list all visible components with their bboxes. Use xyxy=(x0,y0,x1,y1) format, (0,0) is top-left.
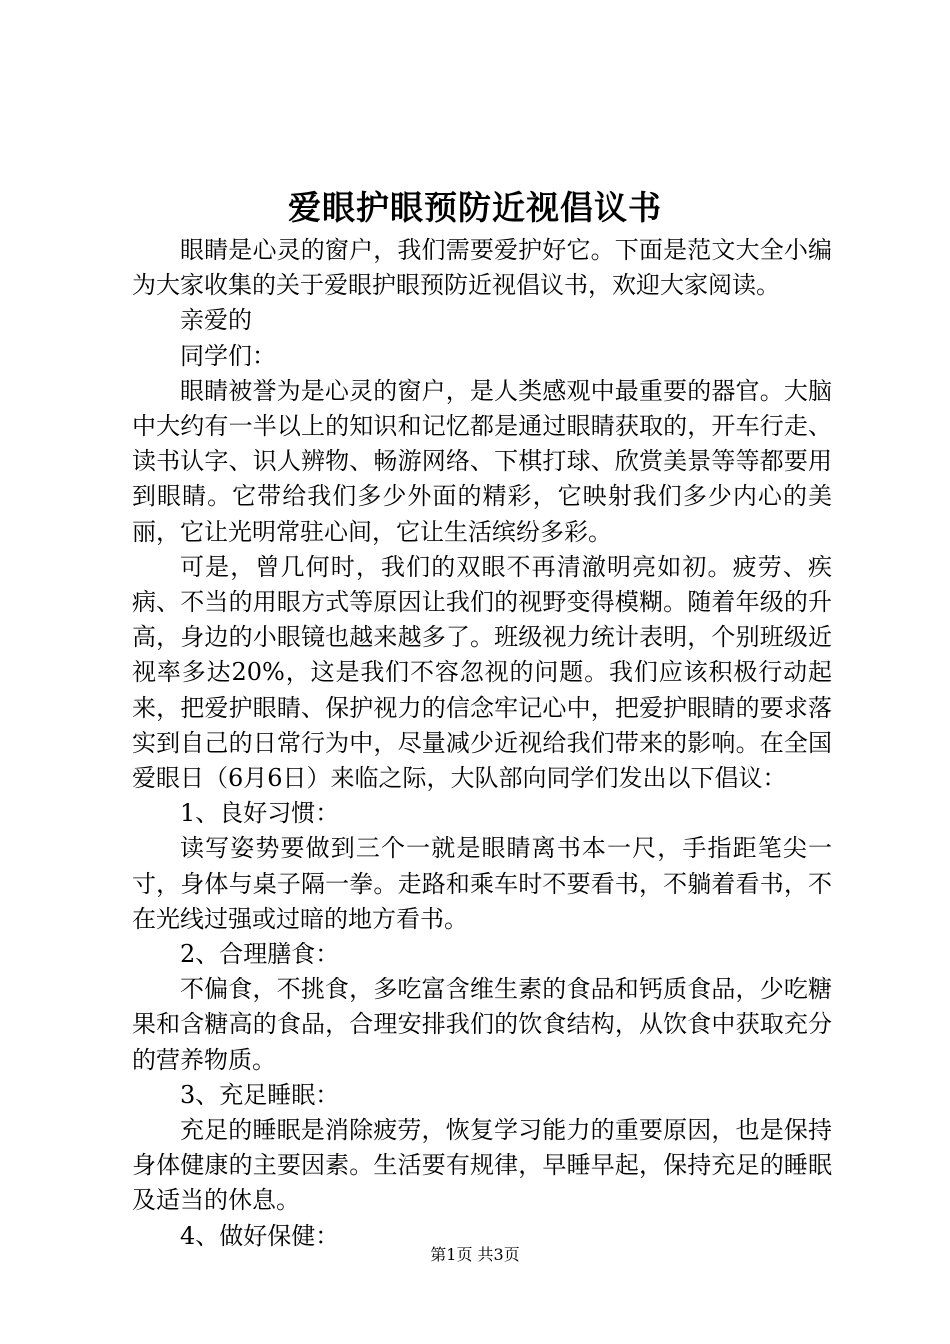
paragraph-sleep: 充足的睡眠是消除疲劳，恢复学习能力的重要原因，也是保持身体健康的主要因素。生活要有规律，早睡早起，保持充足的睡眠及适当的休息。 xyxy=(132,1116,832,1215)
paragraph-myopia-issue: 可是，曾几何时，我们的双眼不再清澈明亮如初。疲劳、疾病、不当的用眼方式等原因让我们的视野变得模糊。随着年级的升高，身边的小眼镜也越来越多了。班级视力统计表明，个别班级近视率多达20%，这是我们不容忽视的问题。我们应该积极行动起来，把爱护眼睛、保护视力的信念牢记心中，把爱护眼睛的要求落实到自己的日常行为中，尽量减少近视给我们带来的影响。在全国爱眼日（6月6日）来临之际，大队部向同学们发出以下倡议： xyxy=(132,552,832,793)
heading-diet: 2、合理膳食： xyxy=(180,940,340,969)
paragraph-good-habits: 读写姿势要做到三个一就是眼睛离书本一尺，手指距笔尖一寸，身体与桌子隔一拳。走路和乘车时不要看书，不躺着看书，不在光线过强或过暗的地方看书。 xyxy=(132,834,832,933)
document-body xyxy=(132,233,832,1254)
paragraph-salutation-2: 同学们： xyxy=(180,341,276,370)
heading-health-care: 4、做好保健： xyxy=(180,1221,340,1250)
document-title: 爱眼护眼预防近视倡议书 xyxy=(288,188,662,227)
heading-sleep: 3、充足睡眠： xyxy=(180,1080,340,1109)
paragraph-intro: 眼睛是心灵的窗户，我们需要爱护好它。下面是范文大全小编为大家收集的关于爱眼护眼预防近视倡议书，欢迎大家阅读。 xyxy=(132,236,832,300)
paragraph-eyes-importance: 眼睛被誉为是心灵的窗户，是人类感观中最重要的器官。大脑中大约有一半以上的知识和记忆都是通过眼睛获取的，开车行走、读书认字、识人辨物、畅游网络、下棋打球、欣赏美景等等都要用到眼睛。它带给我们多少外面的精彩，它映射我们多少内心的美丽，它让光明常驻心间，它让生活缤纷多彩。 xyxy=(132,376,832,546)
paragraph-salutation-1: 亲爱的 xyxy=(180,306,252,335)
heading-good-habits: 1、良好习惯： xyxy=(180,799,340,828)
page-number: 第1页 共3页 xyxy=(430,1245,520,1264)
paragraph-diet: 不偏食，不挑食，多吃富含维生素的食品和钙质食品，少吃糖果和含糖高的食品，合理安排我们的饮食结构，从饮食中获取充分的营养物质。 xyxy=(132,975,832,1074)
